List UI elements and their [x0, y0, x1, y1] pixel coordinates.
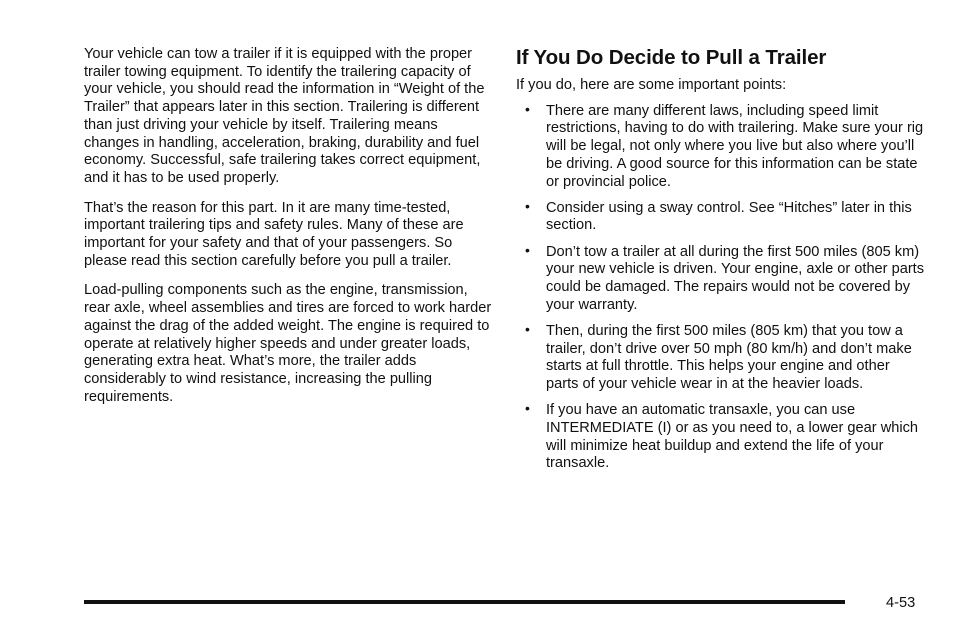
list-item: [516, 241, 926, 315]
list-item-text: Then, during the first 500 miles (805 km) that you tow a trailer, don’t drive over 50 mph (80 km/h) and don’t make starts at full throttle. This helps your engine and other parts of your vehicle wear in at the heavier loads.: [546, 322, 912, 393]
bullet-icon: •: [525, 100, 530, 117]
list-item-text: There are many different laws, including speed limit restrictions, having to do with trailering. Make sure your rig will be legal, not only where you live but also where you’ll be driving. A good source for this information can be state or provincial police.: [546, 102, 924, 190]
section-heading: If You Do Decide to Pull a Trailer: [516, 46, 827, 69]
bullet-icon: •: [525, 241, 530, 258]
paragraph-trailering-tips: That’s the reason for this part. In it are many time-tested, important trailering tips and safety rules. Many of these are important for your safety and that of your passengers. So please read this section carefully before you pull a trailer.: [84, 199, 464, 269]
list-item-text: If you have an automatic transaxle, you can use INTERMEDIATE (I) or as you need to, a lower gear which will minimize heat buildup and extend the life of your transaxle.: [546, 402, 919, 472]
bullet-icon: •: [525, 197, 530, 214]
list-item: [516, 402, 926, 473]
bullet-icon: •: [525, 320, 530, 337]
list-item: [516, 100, 926, 192]
left-column: [84, 46, 494, 418]
section-intro: If you do, here are some important points:: [516, 77, 787, 93]
important-points-list: [516, 100, 926, 473]
bullet-icon: •: [525, 400, 530, 417]
paragraph-load-pulling: Load-pulling components such as the engine, transmission, rear axle, wheel assemblies and tires are forced to work harder against the drag of the added weight. The engine is required to operate at relatively higher speeds and under greater loads, generating extra heat. What’s more, the trailer adds considerably to wind resistance, increasing the pulling requirements.: [84, 282, 492, 405]
page-number: 4-53: [886, 595, 916, 611]
right-column: [516, 46, 926, 482]
list-item-text: Consider using a sway control. See “Hitches” later in this section.: [546, 199, 912, 234]
footer-rule: [84, 600, 845, 604]
list-item-text: Don’t tow a trailer at all during the first 500 miles (805 km) your new vehicle is driven. Your engine, axle or other parts could be damaged. The repairs would not be covered by your warranty.: [546, 243, 925, 313]
paragraph-towing-capacity: Your vehicle can tow a trailer if it is equipped with the proper trailer towing equipment. To identify the trailering capacity of your vehicle, you should read the information in “Weight of the Trailer” that appears later in this section. Trailering is different than just driving your vehicle by itself. Trailering means changes in handling, acceleration, braking, durability and fuel economy. Successful, safe trailering takes correct equipment, and it has to be used properly.: [84, 46, 485, 186]
list-item: [516, 320, 926, 394]
list-item: [516, 197, 926, 235]
